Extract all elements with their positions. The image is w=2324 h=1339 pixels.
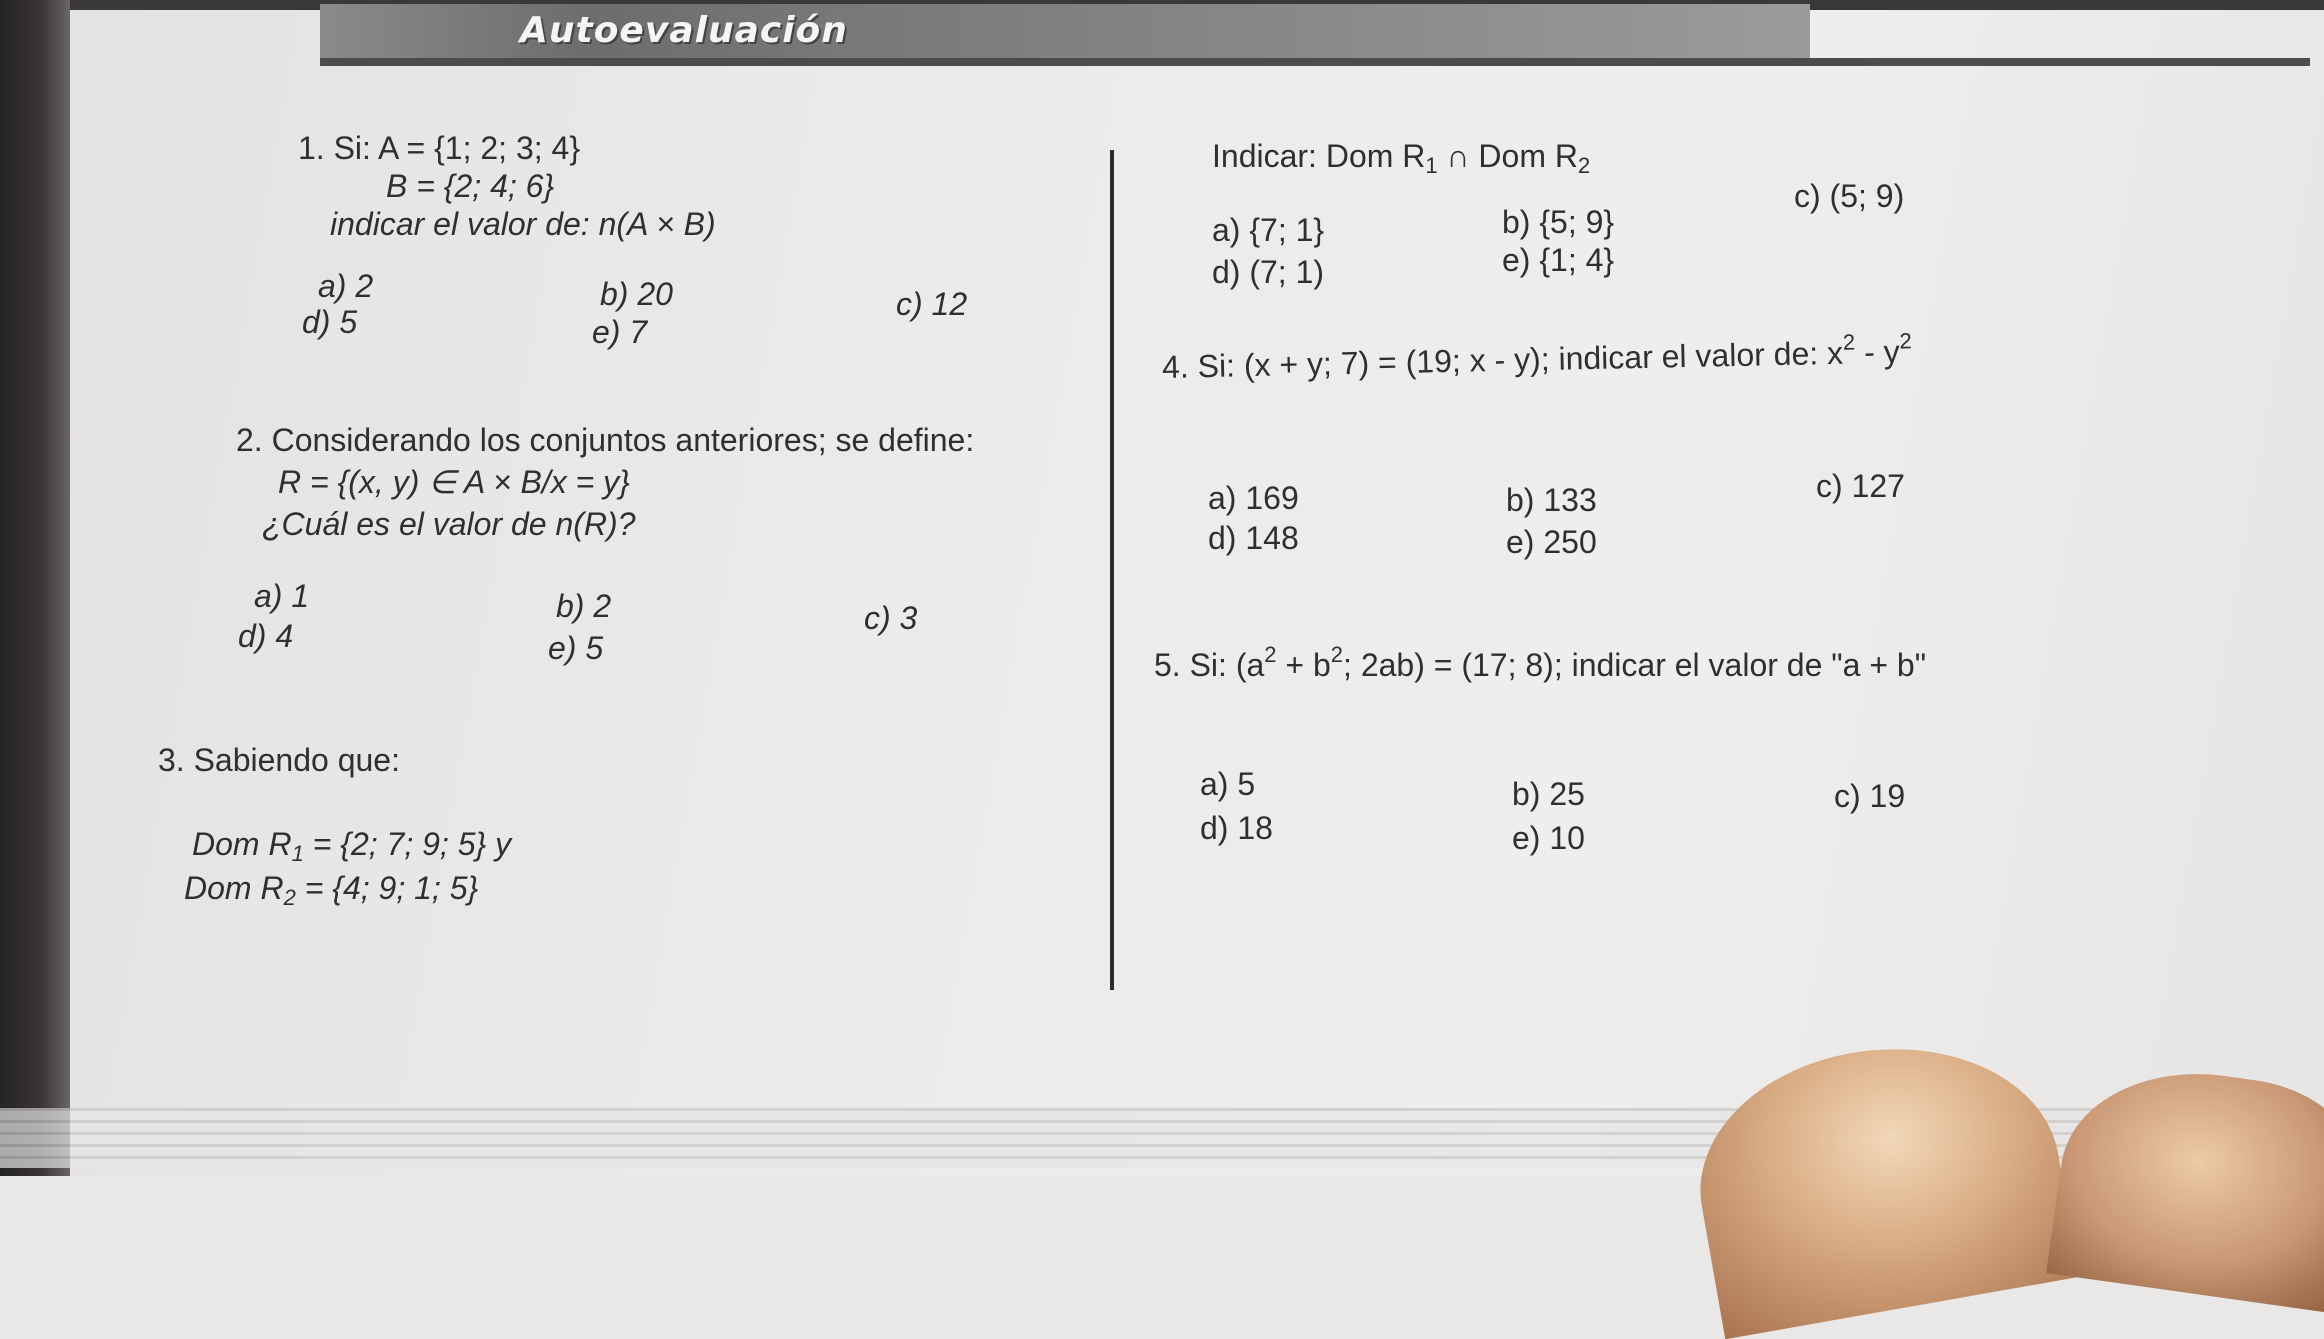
- q5-mid: + b: [1276, 647, 1331, 683]
- q2-option-e: e) 5: [548, 630, 604, 666]
- q3-dom2-suffix: = {4; 9; 1; 5}: [295, 870, 479, 906]
- q3-ask-prefix: Indicar: Dom R: [1212, 138, 1426, 174]
- q3-dom1-prefix: Dom R: [192, 826, 292, 862]
- q3-ask-sub2: 2: [1577, 153, 1591, 178]
- column-divider: [1110, 150, 1114, 990]
- header-stripe: [320, 58, 2310, 66]
- q3-dom1-sub: 1: [291, 841, 304, 866]
- q4-option-a: a) 169: [1208, 480, 1299, 516]
- q2-line3: ¿Cuál es el valor de n(R)?: [262, 506, 636, 542]
- q4-option-b: b) 133: [1506, 482, 1597, 518]
- q4-prefix: 4. Si: (x + y; 7) = (19; x - y); indicar el valor de: x: [1161, 334, 1844, 385]
- q2-line1: 2. Considerando los conjuntos anteriores; se define:: [236, 422, 975, 458]
- q3-dom1-suffix: = {2; 7; 9; 5} y: [303, 826, 512, 862]
- q3-ask-mid: ∩ Dom R: [1437, 138, 1578, 174]
- q1-line3: indicar el valor de: n(A × B): [330, 206, 716, 242]
- q3-option-a: a) {7; 1}: [1212, 212, 1325, 248]
- q3-option-e: e) {1; 4}: [1502, 242, 1615, 278]
- q1-option-e: e) 7: [592, 314, 648, 350]
- q5-prefix: 5. Si: (a: [1154, 647, 1265, 683]
- q3-dom1: [192, 828, 511, 865]
- q4-option-d: d) 148: [1208, 520, 1299, 556]
- q5-option-b: b) 25: [1512, 776, 1585, 812]
- q3-option-b: b) {5; 9}: [1502, 204, 1615, 240]
- q1-line1: 1. Si: A = {1; 2; 3; 4}: [298, 130, 580, 166]
- q5-option-a: a) 5: [1200, 766, 1256, 802]
- q1-option-a: a) 2: [318, 268, 374, 304]
- q1-line2: B = {2; 4; 6}: [386, 168, 555, 204]
- q4-mid: - y: [1854, 333, 1901, 371]
- q5-sup2: 2: [1330, 642, 1344, 667]
- page-edge-left: [0, 0, 70, 1176]
- q3-option-c: c) (5; 9): [1794, 178, 1905, 214]
- q5-sup1: 2: [1264, 642, 1277, 667]
- q5-option-c: c) 19: [1834, 778, 1906, 814]
- q3-dom2: [184, 872, 478, 909]
- q3-ask: [1212, 140, 1590, 177]
- q2-option-a: a) 1: [254, 578, 310, 614]
- q2-line2: R = {(x, y) ∈ A × B/x = y}: [278, 464, 630, 500]
- q5-suffix: ; 2ab) = (17; 8); indicar el valor de "a + b": [1343, 647, 1927, 683]
- q2-option-b: b) 2: [556, 588, 612, 624]
- q5-option-d: d) 18: [1200, 810, 1273, 846]
- q4-option-c: c) 127: [1816, 468, 1905, 504]
- q4-sup1: 2: [1842, 329, 1856, 355]
- q3-ask-sub1: 1: [1425, 153, 1438, 178]
- q4-sup2: 2: [1899, 328, 1912, 354]
- q1-option-b: b) 20: [600, 276, 673, 312]
- q5-line1: [1154, 644, 1926, 681]
- q2-option-d: d) 4: [238, 618, 294, 654]
- q3-line1: 3. Sabiendo que:: [158, 742, 400, 778]
- page-title: Autoevaluación: [520, 10, 848, 51]
- q5-option-e: e) 10: [1512, 820, 1585, 856]
- q3-option-d: d) (7; 1): [1212, 254, 1325, 290]
- q1-option-d: d) 5: [302, 304, 358, 340]
- q4-option-e: e) 250: [1506, 524, 1597, 560]
- header-banner: [320, 4, 1810, 66]
- q1-option-c: c) 12: [896, 286, 968, 322]
- q3-dom2-sub: 2: [283, 885, 296, 910]
- q3-dom2-prefix: Dom R: [184, 870, 284, 906]
- q2-option-c: c) 3: [864, 600, 918, 636]
